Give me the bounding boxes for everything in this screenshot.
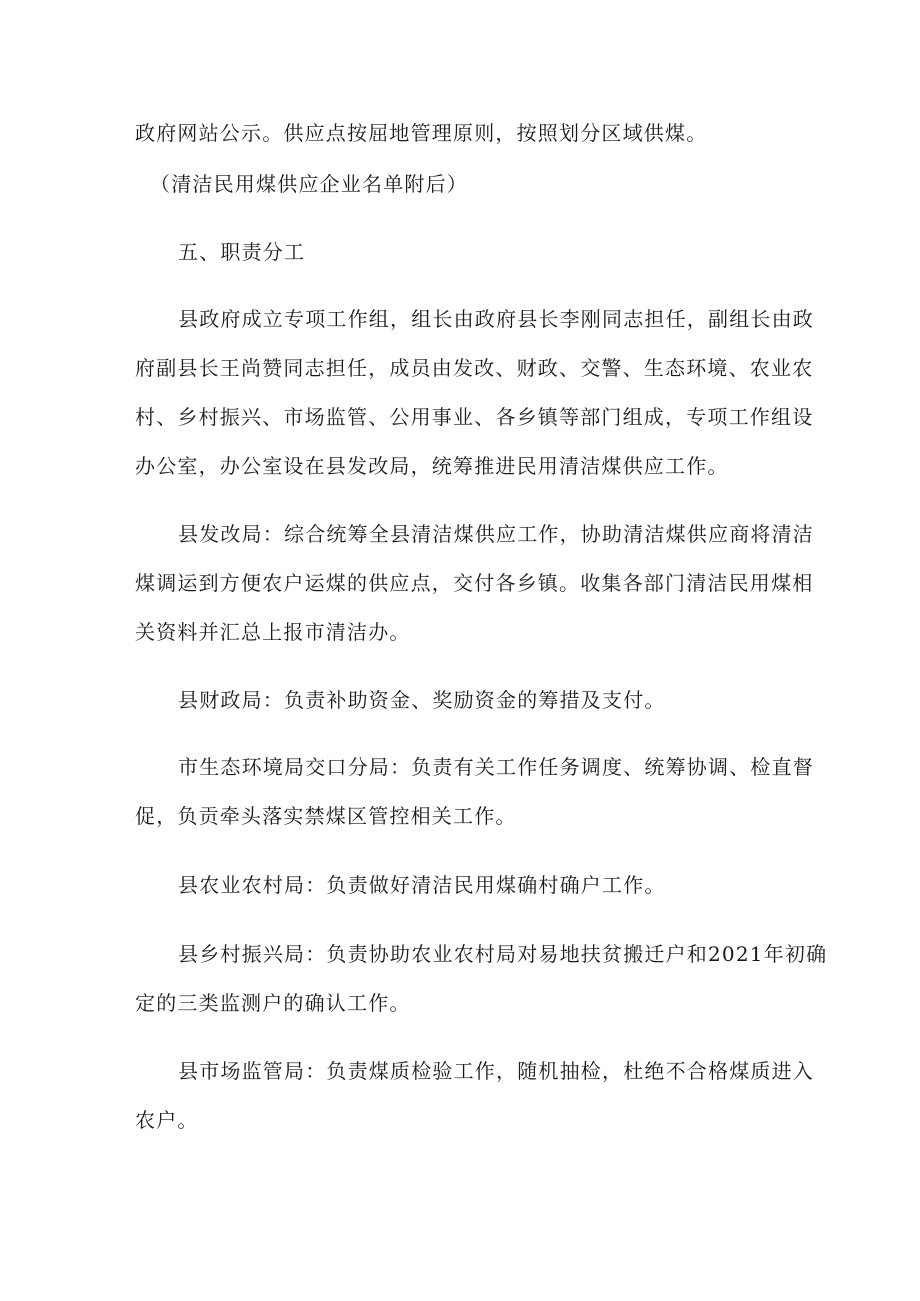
paragraph-line: 县政府成立专项工作组，组长由政府县长李刚同志担任，副组长由政 bbox=[178, 307, 814, 331]
paragraph-line: 县发改局：综合统筹全县清洁煤供应工作，协助清洁煤供应商将清洁 bbox=[178, 522, 814, 546]
paragraph-line: 关资料并汇总上报市清洁办。 bbox=[135, 620, 411, 644]
paragraph-line: 农户。 bbox=[135, 1108, 199, 1132]
paragraph-line: 村、乡村振兴、市场监管、公用事业、各乡镇等部门组成，专项工作组设 bbox=[135, 405, 814, 429]
paragraph-line: 府副县长王尚赞同志担任，成员由发改、财政、交警、生态环境、农业农 bbox=[135, 356, 814, 380]
section-heading: 五、职责分工 bbox=[178, 240, 306, 264]
paragraph-line: 促，负贡牵头落实禁煤区管控相关工作。 bbox=[135, 804, 517, 828]
paragraph-line: 县农业农村局：负责做好清洁民用煤确村确户工作。 bbox=[178, 873, 666, 897]
paragraph-line: 县乡村振兴局：负责协助农业农村局对易地扶贫搬迁户和2021年初确 bbox=[178, 942, 828, 966]
attachment-note: （清洁民用煤供应企业名单附后） bbox=[150, 172, 468, 196]
paragraph-line: 办公室，办公室设在县发改局，统筹推进民用清洁煤供应工作。 bbox=[135, 454, 729, 478]
paragraph-line: 县市场监管局：负责煤质检验工作，随机抽检，杜绝不合格煤质进入 bbox=[178, 1059, 814, 1083]
paragraph-line: 县财政局：负责补助资金、奖励资金的筹措及支付。 bbox=[178, 688, 666, 712]
paragraph-line: 市生态环境局交口分局：负责有关工作任务调度、统筹协调、检直督 bbox=[178, 755, 814, 779]
paragraph-line: 政府网站公示。供应点按屈地管理原则，按照划分区域供煤。 bbox=[135, 121, 708, 145]
paragraph-line: 煤调运到方便农户运煤的供应点，交付各乡镇。收集各部门清洁民用煤相 bbox=[135, 571, 814, 595]
paragraph-line: 定的三类监测户的确认工作。 bbox=[135, 991, 411, 1015]
